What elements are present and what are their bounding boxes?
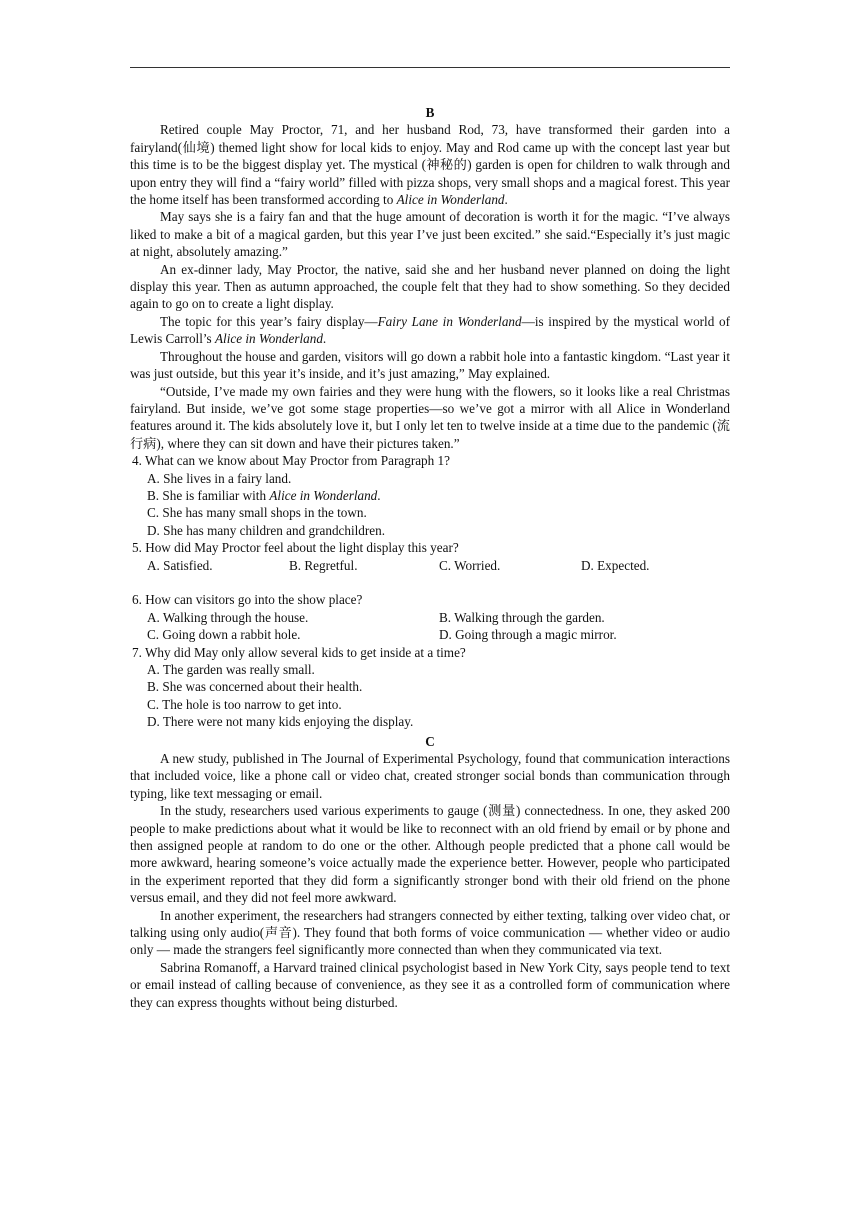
section-c-paragraph-1: A new study, published in The Journal of Experimental Psychology, found that communication interactions that included voice, like a phone call or video chat, created stronger social bonds than communication through typing, like text messaging or email. [130, 751, 730, 801]
question-4-option-a: A. She lives in a fairy land. [147, 470, 292, 486]
question-5-option-a: A. Satisfied. [147, 557, 213, 573]
section-b-paragraph-4: The topic for this year’s fairy display—Fairy Lane in Wonderland—is inspired by the mystical world of Lewis Carroll’s Alice in Wonderland. [130, 313, 730, 347]
question-7-option-d: D. There were not many kids enjoying the display. [147, 714, 414, 730]
question-7-option-a: A. The garden was really small. [147, 661, 315, 677]
question-6-option-d: D. Going through a magic mirror. [439, 627, 617, 643]
question-7-option-c: C. The hole is too narrow to get into. [147, 696, 342, 712]
question-6-options-row-2 [130, 626, 730, 643]
section-b-paragraph-2: May says she is a fairy fan and that the huge amount of decoration is worth it for the magic. “I’ve always liked to make a bit of a magical garden, but this year I’ve just been excited.” she said.“Especially it’s just magic at night, absolutely amazing.” [130, 209, 730, 260]
question-5-stem: 5. How did May Proctor feel about the light display this year? [132, 540, 459, 556]
question-4-stem: 4. What can we know about May Proctor from Paragraph 1? [132, 453, 450, 469]
question-7-stem: 7. Why did May only allow several kids to get inside at a time? [132, 644, 466, 660]
question-5-option-b: B. Regretful. [289, 557, 358, 573]
section-b-paragraph-6: “Outside, I’ve made my own fairies and they were hung with the flowers, so it looks like a real Christmas fairyland. But inside, we’ve got some stage properties—so we’ve got a mirror with all Alice in Wonderland features around it. The kids absolutely love it, but I only let ten to twelve inside at a time due to the pandemic (流行病), where they can sit down and have their pictures taken.” [130, 383, 730, 451]
question-7-option-b: B. She was concerned about their health. [147, 679, 363, 695]
question-5-option-d: D. Expected. [581, 557, 650, 573]
question-4-option-c: C. She has many small shops in the town. [147, 505, 367, 521]
blank-line [130, 574, 730, 591]
section-c-paragraph-4: Sabrina Romanoff, a Harvard trained clinical psychologist based in New York City, says people tend to text or email instead of calling because of convenience, as they see it as a controlled form of communication where they can express thoughts without being disturbed. [130, 959, 730, 1010]
question-4 [130, 452, 730, 539]
header-rule [130, 67, 730, 68]
question-7 [130, 644, 730, 731]
question-5-options [130, 557, 730, 574]
question-4-option-b: B. She is familiar with Alice in Wonderland. [147, 487, 381, 503]
question-4-option-d: D. She has many children and grandchildren. [147, 522, 386, 538]
section-c-paragraph-2: In the study, researchers used various experiments to gauge (测量) connectedness. In one, they asked 200 people to make predictions about what it would be like to reconnect with an old friend by email or by phone and then assigned people at random to do one or the other. Although people predicted that a phone call would be more awkward, hearing someone’s voice actually made the experience better. However, people who participated in the experiment reported that they did form a significantly stronger bond with their old friend on the phone versus email, and they did not feel more awkward. [130, 803, 730, 906]
question-5-option-c: C. Worried. [439, 557, 501, 573]
section-b-heading: B [425, 105, 435, 120]
section-c-paragraph-3: In another experiment, the researchers had strangers connected by either texting, talking over video chat, or talking using only audio(声音). They found that both forms of voice communication — whether video or audio only — made the strangers feel significantly more connected than when they communicated via text. [130, 907, 730, 958]
document-page [130, 104, 730, 1011]
section-b-paragraph-3: An ex-dinner lady, May Proctor, the native, said she and her husband never planned on doing the light display this year. Then as autumn approached, the couple felt that they had to show something. So they decided again to go on to create a light display. [130, 261, 730, 312]
section-b-paragraph-5: Throughout the house and garden, visitors will go down a rabbit hole into a fantastic kingdom. “Last year it was just outside, but this year it’s inside, and it’s just amazing,” May explained. [130, 348, 730, 382]
question-5 [130, 539, 730, 574]
question-6-option-b: B. Walking through the garden. [439, 609, 605, 625]
question-6-option-c: C. Going down a rabbit hole. [147, 627, 301, 643]
question-6-stem: 6. How can visitors go into the show place? [132, 592, 363, 608]
question-6-option-a: A. Walking through the house. [147, 609, 309, 625]
section-b-paragraph-1: Retired couple May Proctor, 71, and her husband Rod, 73, have transformed their garden into a fairyland(仙境) themed light show for local kids to enjoy. May and Rod came up with the concept last year but this time is to be the biggest display yet. The mystical (神秘的) garden is open for children to walk through and upon entry they will find a “fairy world” filled with pizza shops, very small shops and a magical forest. This year the home itself has been transformed according to Alice in Wonderland. [130, 122, 730, 208]
question-6-options-row-1 [130, 609, 730, 626]
section-c-heading: C [425, 733, 435, 749]
question-6 [130, 591, 730, 643]
